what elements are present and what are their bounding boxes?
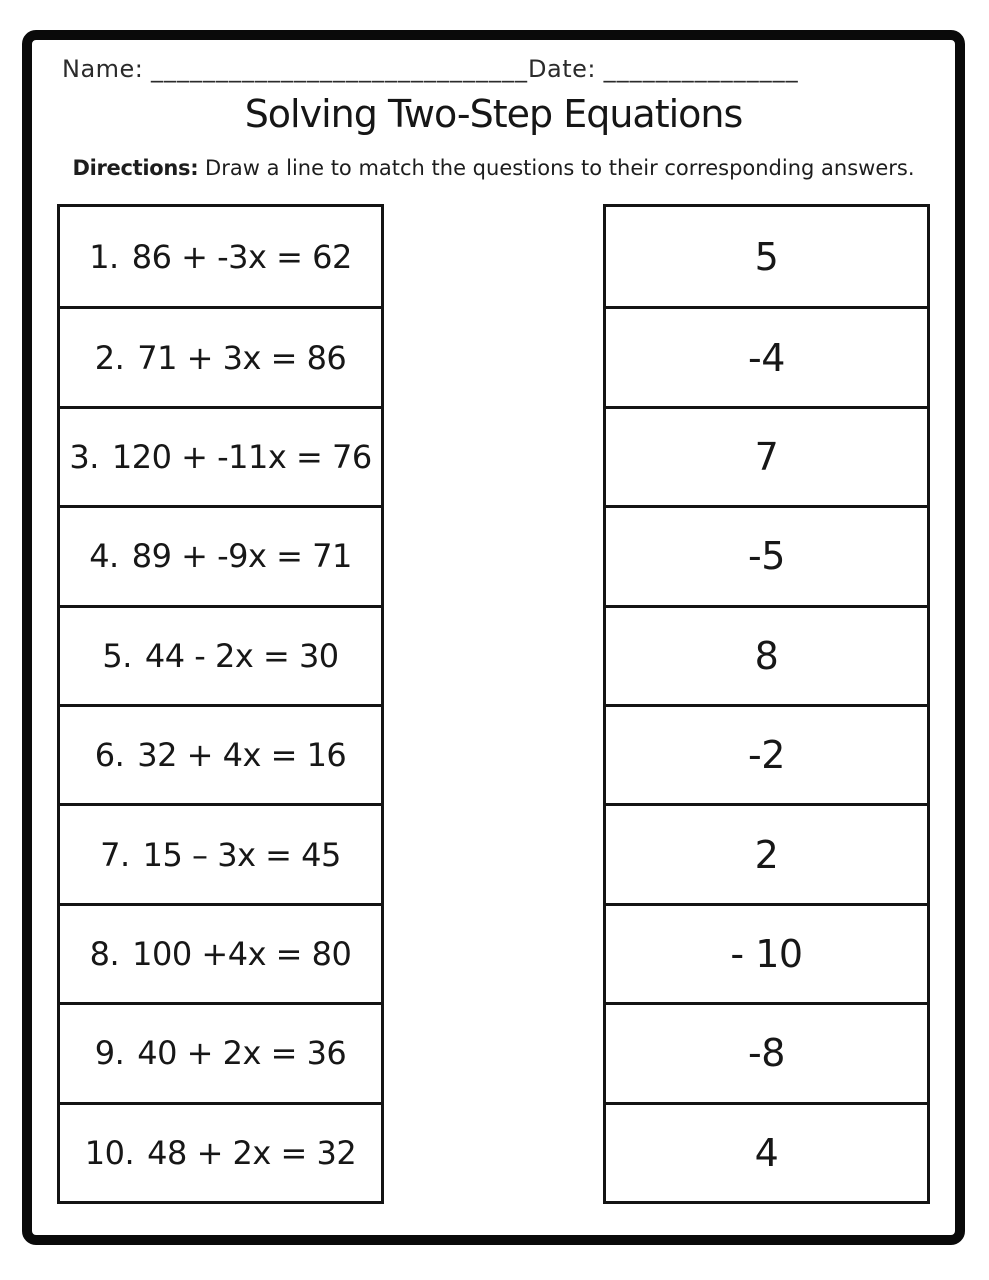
name-label: Name: <box>62 55 144 83</box>
answer-value: 7 <box>754 434 779 479</box>
answer-value: -4 <box>748 335 785 380</box>
answer-value: -2 <box>748 733 785 778</box>
answer-row <box>606 704 927 803</box>
question-row <box>60 406 381 505</box>
answer-row <box>606 1102 927 1201</box>
question-row <box>60 605 381 704</box>
answer-value: 2 <box>754 832 779 877</box>
name-field <box>62 55 528 83</box>
answer-value: -8 <box>748 1031 785 1076</box>
worksheet-frame <box>22 30 965 1245</box>
question-number: 4. <box>89 537 119 576</box>
question-number: 1. <box>89 237 119 276</box>
answer-row <box>606 505 927 604</box>
question-row <box>60 306 381 405</box>
answer-value: 5 <box>754 234 779 279</box>
question-equation: 40 + 2x = 36 <box>137 1034 347 1073</box>
date-label: Date: <box>528 55 596 83</box>
directions-text: Draw a line to match the questions to their corresponding answers. <box>205 156 915 180</box>
question-number: 5. <box>102 636 132 675</box>
answer-row <box>606 207 927 306</box>
questions-table <box>57 204 384 1204</box>
question-row <box>60 505 381 604</box>
directions-label: Directions: <box>72 156 199 180</box>
question-row <box>60 207 381 306</box>
answer-value: 8 <box>754 633 779 678</box>
directions <box>32 156 955 180</box>
answer-row <box>606 306 927 405</box>
question-number: 7. <box>100 835 130 874</box>
date-field <box>528 55 799 83</box>
question-number: 2. <box>94 338 125 377</box>
answer-value: 4 <box>754 1130 779 1175</box>
question-equation: 32 + 4x = 16 <box>137 736 347 775</box>
question-row <box>60 903 381 1002</box>
question-equation: 44 - 2x = 30 <box>144 636 339 675</box>
question-number: 8. <box>89 934 120 973</box>
answer-row <box>606 903 927 1002</box>
name-date-row <box>32 55 955 87</box>
question-number: 3. <box>69 437 99 476</box>
question-row <box>60 1102 381 1201</box>
question-number: 9. <box>94 1034 125 1073</box>
date-blank-line: _______________ <box>603 55 799 83</box>
question-row <box>60 704 381 803</box>
question-equation: 86 + -3x = 62 <box>131 237 352 276</box>
answer-row <box>606 605 927 704</box>
question-row <box>60 1002 381 1101</box>
answer-value: - 10 <box>730 931 803 976</box>
question-number: 6. <box>94 736 125 775</box>
question-row <box>60 803 381 902</box>
question-equation: 48 + 2x = 32 <box>147 1133 357 1172</box>
question-equation: 15 – 3x = 45 <box>142 835 341 874</box>
answer-row <box>606 1002 927 1101</box>
answer-value: -5 <box>748 534 785 579</box>
answer-row <box>606 406 927 505</box>
answers-table <box>603 204 930 1204</box>
answer-row <box>606 803 927 902</box>
question-equation: 71 + 3x = 86 <box>137 338 347 377</box>
name-blank-line: _____________________________ <box>151 55 529 83</box>
question-equation: 120 + -11x = 76 <box>111 437 372 476</box>
question-number: 10. <box>84 1133 135 1172</box>
question-equation: 89 + -9x = 71 <box>131 537 352 576</box>
page-title: Solving Two-Step Equations <box>244 92 743 136</box>
question-equation: 100 +4x = 80 <box>132 934 352 973</box>
